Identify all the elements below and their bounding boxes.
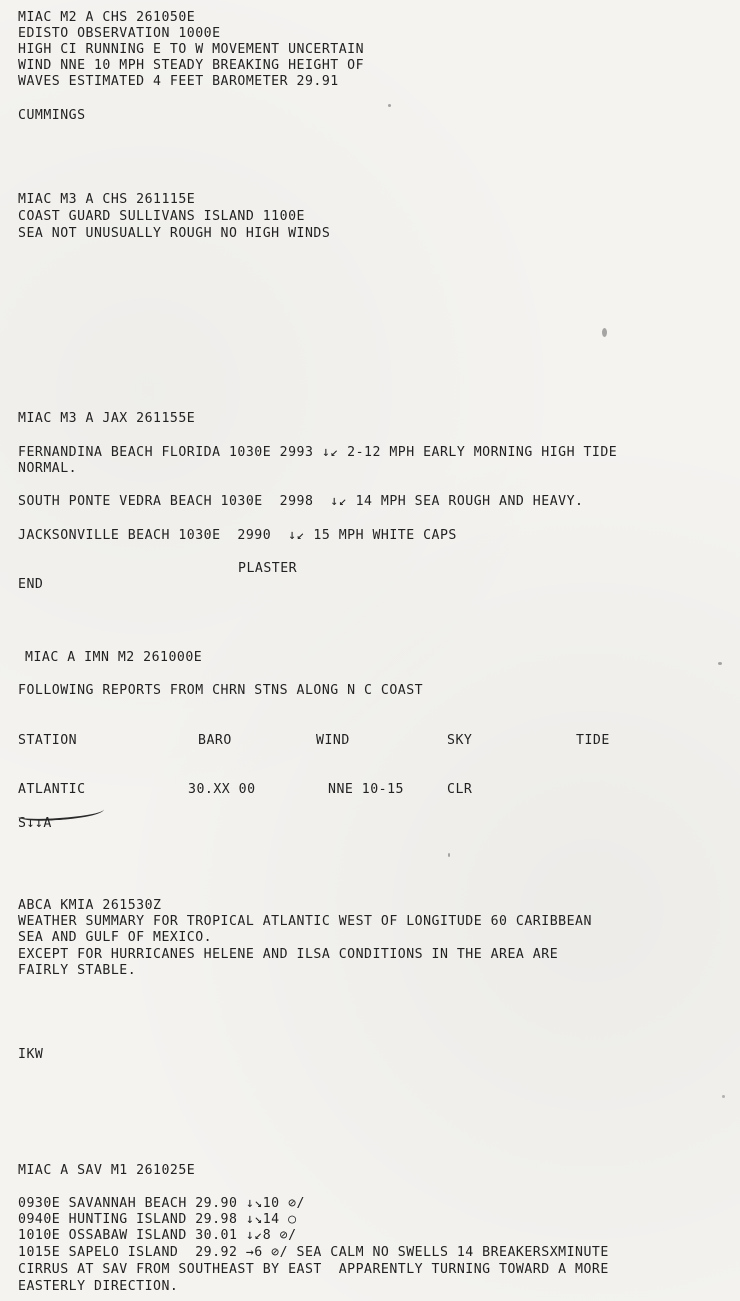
message-header: MIAC M3 A JAX 261155E: [18, 411, 196, 426]
message-line: 0930E SAVANNAH BEACH 29.90 ↓↘10 ⊘/: [18, 1196, 305, 1211]
message-line: EXCEPT FOR HURRICANES HELENE AND ILSA CONDITIONS IN THE AREA ARE: [18, 947, 559, 962]
paper-speck: [602, 328, 607, 337]
message-header: MIAC M2 A CHS 261050E: [18, 10, 196, 25]
message-end: END: [18, 577, 44, 592]
message-header: MIAC M3 A CHS 261115E: [18, 192, 196, 207]
message-line: FERNANDINA BEACH FLORIDA 1030E 2993 ↓↙ 2-12 MPH EARLY MORNING HIGH TIDE: [18, 445, 618, 460]
table-header-baro: BARO: [198, 733, 232, 748]
table-header-sky: SKY: [447, 733, 473, 748]
message-signature: IKW: [18, 1047, 44, 1062]
message-header: ABCA KMIA 261530Z: [18, 898, 162, 913]
table-cell-wind: NNE 10-15: [328, 782, 404, 797]
message-line: EDISTO OBSERVATION 1000E: [18, 26, 221, 41]
message-line: SOUTH PONTE VEDRA BEACH 1030E 2998 ↓↙ 14 MPH SEA ROUGH AND HEAVY.: [18, 494, 584, 509]
message-line: 1010E OSSABAW ISLAND 30.01 ↓↙8 ⊘/: [18, 1228, 297, 1243]
message-line: SEA NOT UNUSUALLY ROUGH NO HIGH WINDS: [18, 226, 331, 241]
paper-speck: [718, 662, 722, 665]
message-line: EASTERLY DIRECTION.: [18, 1279, 179, 1294]
message-line: FOLLOWING REPORTS FROM CHRN STNS ALONG N C COAST: [18, 683, 424, 698]
message-line: WIND NNE 10 MPH STEADY BREAKING HEIGHT OF: [18, 58, 365, 73]
table-cell-sky: CLR: [447, 782, 473, 797]
message-line: 0940E HUNTING ISLAND 29.98 ↓↘14 ○: [18, 1212, 297, 1227]
message-line: CIRRUS AT SAV FROM SOUTHEAST BY EAST APPARENTLY TURNING TOWARD A MORE: [18, 1262, 609, 1277]
message-header: MIAC A SAV M1 261025E: [18, 1163, 196, 1178]
message-line: SEA AND GULF OF MEXICO.: [18, 930, 213, 945]
message-line: WEATHER SUMMARY FOR TROPICAL ATLANTIC WEST OF LONGITUDE 60 CARIBBEAN: [18, 914, 592, 929]
paper-speck: [722, 1095, 725, 1098]
message-header: MIAC A IMN M2 261000E: [25, 650, 203, 665]
paper-speck: [448, 853, 450, 857]
message-line: 1015E SAPELO ISLAND 29.92 →6 ⊘/ SEA CALM NO SWELLS 14 BREAKERSXMINUTE: [18, 1245, 609, 1260]
paper-speck: [388, 104, 391, 107]
message-line: WAVES ESTIMATED 4 FEET BAROMETER 29.91: [18, 74, 339, 89]
table-cell-baro: 30.XX 00: [188, 782, 256, 797]
table-cell-station: ATLANTIC: [18, 782, 86, 797]
table-header-station: STATION: [18, 733, 78, 748]
message-line: S↓↓A: [18, 816, 52, 831]
message-signature: CUMMINGS: [18, 108, 86, 123]
message-line: HIGH CI RUNNING E TO W MOVEMENT UNCERTAIN: [18, 42, 365, 57]
table-header-tide: TIDE: [576, 733, 610, 748]
message-line: FAIRLY STABLE.: [18, 963, 137, 978]
message-line: NORMAL.: [18, 461, 78, 476]
message-line: JACKSONVILLE BEACH 1030E 2990 ↓↙ 15 MPH WHITE CAPS: [18, 528, 457, 543]
message-line: COAST GUARD SULLIVANS ISLAND 1100E: [18, 209, 305, 224]
message-signature: PLASTER: [238, 561, 298, 576]
table-header-wind: WIND: [316, 733, 350, 748]
